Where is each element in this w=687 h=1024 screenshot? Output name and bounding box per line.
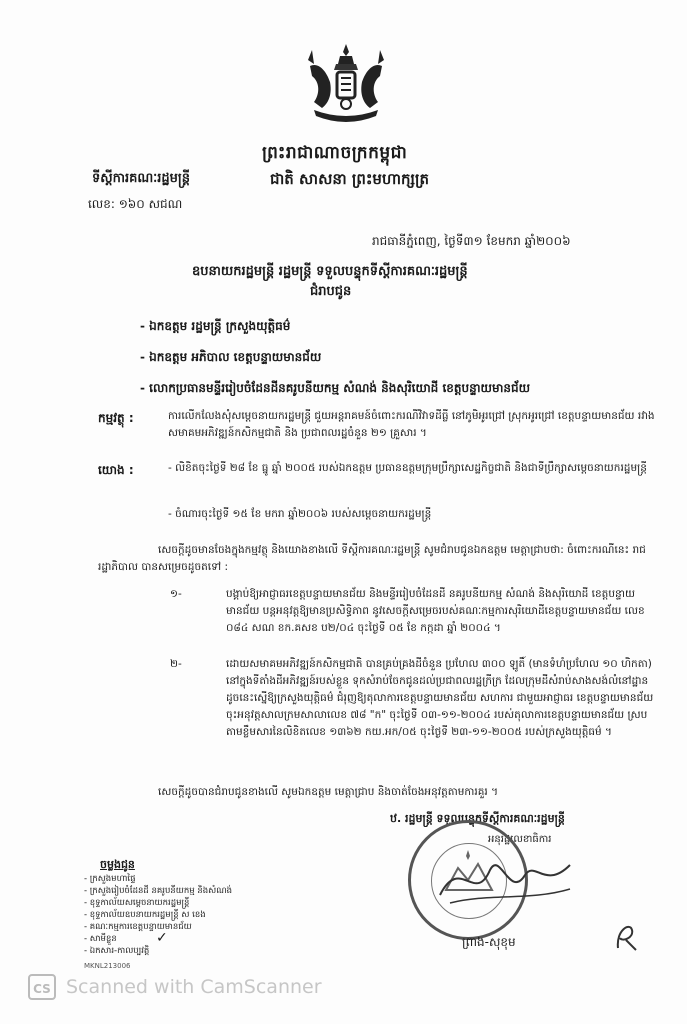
signature-subtitle: អនុរដ្ឋលេខាធិការ (488, 834, 552, 845)
distribution-item: - ឯកសារ-កាលប្បវត្តិ (84, 946, 150, 956)
reference-item: - ចំណារចុះថ្ងៃទី ១៥ ខែ មករា ឆ្នាំ២០០៦ របស់សម្តេចនាយករដ្ឋមន្ត្រី (168, 508, 432, 520)
handwritten-signature-icon (430, 845, 580, 915)
reference-item: - លិខិតចុះថ្ងៃទី ២៨ ខែ ធ្នូ ឆ្នាំ ២០០៥ របស់ឯកឧត្តម ប្រធានឧត្តមក្រុមប្រឹក្សាសេដ្ឋកិច្ចជាតិ និងជាទីប្រឹក្សាសម្តេចនាយករដ្ឋមន្ត្រី (168, 462, 647, 474)
closing-paragraph: សេចក្តីដូចបានជំរាបជូនខាងលើ សូមឯកឧត្តម មេត្តាជ្រាប និងចាត់ចែងអនុវត្តតាមការគួរ ។ (158, 786, 498, 798)
recipient-item: - ឯកឧត្តម រដ្ឋមន្ត្រី ក្រសួងយុត្តិធម៌ (140, 319, 291, 333)
reference-label: យោង : (98, 463, 134, 477)
national-motto: ជាតិ សាសនា ព្រះមហាក្សត្រ (270, 170, 429, 188)
signature-title: ឋ. រដ្ឋមន្ត្រី ទទួលបន្ទុកទីស្តីការគណៈរដ្ឋមន្ត្រី (390, 812, 565, 825)
distribution-item: - ខុទ្ទកាល័យឧបនាយករដ្ឋមន្ត្រី ស ខេង (84, 910, 206, 920)
subject-label: កម្មវត្ថុ : (98, 411, 134, 425)
distribution-item: - ក្រសួងមហាផ្ទៃ (84, 874, 136, 884)
royal-coat-of-arms-emblem (300, 42, 392, 128)
distribution-item: - ខុទ្ទកាល័យសម្តេចនាយករដ្ឋមន្ត្រី (84, 898, 190, 908)
issuing-office: ទីស្តីការគណៈរដ្ឋមន្ត្រី (92, 171, 190, 186)
recipient-item: - លោកប្រធានមន្ទីររៀបចំដែនដីនគរូបនីយកម្ម សំណង់ និងសុរិយោដី ខេត្តបន្ទាយមានជ័យ (140, 381, 531, 395)
decision-number: ១- (170, 588, 182, 600)
distribution-item: - ក្រសួងរៀបចំដែនដី នគរូបនីយកម្ម និងសំណង់ (84, 886, 233, 896)
sender-line: ឧបនាយករដ្ឋមន្ត្រី រដ្ឋមន្ត្រី ទទួលបន្ទុកទីស្តីការគណៈរដ្ឋមន្ត្រី (192, 264, 468, 279)
decision-text: ដោយសមាគមអភិវឌ្ឍន៍កសិកម្មជាតិ បានគ្រប់គ្រងដីចំនួន ប្រហែល ៣០០ ឡូតិ៍ (មានទំហំប្រហែល ១០ ហិកតា) នៅក្នុងទីតាំងដីអភិវឌ្ឍន៍របស់ខ្លួន ទុកសំរាប់ចែកជូនដល់ប្រជាពលរដ្ឋក្រីក្រ ដែលក្រុមដីសំរាប់សាងសង់លំនៅដ្ឋាន ដូចនេះស្នើឱ្យក្រសួងយុត្តិធម៌ ជំរុញឱ្យតុលាការខេត្តបន្ទាយមានជ័យ សហការ ជាមួយអាជ្ញាធរ ខេត្តបន្ទាយមានជ័យ ចុះអនុវត្តសាលក្រមសាលាលេខ ៧៨ "ក" ចុះថ្ងៃទី ០៣-១១-២០០៤ របស់តុលាការខេត្តបន្ទាយមានជ័យ ស្របតាមខ្លឹមសារនៃលិខិតលេខ ១៣៦២ កយ.អក/០៥ ចុះថ្ងៃទី ២៣-១១-២០០៥ របស់ក្រសួងយុត្តិធម៌ ។ (226, 658, 654, 738)
reference-number: លេខ: ១៦០ សជណ (88, 197, 183, 211)
signatory-name: ព្រាង-សុខុម (462, 935, 516, 949)
decision-number: ២- (170, 658, 182, 670)
salutation: ជំរាបជូន (310, 284, 352, 299)
document-code: MKNL213006 (84, 962, 131, 970)
intro-paragraph: សេចក្តីដូចមានចែងក្នុងកម្មវត្ថុ និងយោងខាងលើ ទីស្តីការគណៈរដ្ឋមន្ត្រី សូមជំរាបជូនឯកឧត្តម មេត្តាជ្រាបថា: ចំពោះករណីនេះ រាជរដ្ឋាភិបាល បានសម្រេចដូចតទៅ : (98, 544, 646, 573)
distribution-item: - សាមីខ្លួន (84, 934, 117, 944)
watermark-text: Scanned with CamScanner (66, 976, 322, 998)
decision-text: បង្គាប់ឱ្យអាជ្ញាធរខេត្តបន្ទាយមានជ័យ និងមន្ទីររៀបចំដែនដី នគរូបនីយកម្ម សំណង់ និងសុរិយោដី ខេត្តបន្ទាយមានជ័យ បន្តអនុវត្តឱ្យមានប្រសិទ្ធិភាព នូវសេចក្តីសម្រេចរបស់គណៈកម្មការសុរិយោដីខេត្តបន្ទាយមានជ័យ លេខ ០៨៤ សណ ខក.គសខ ប២/០៤ ចុះថ្ងៃទី ០៥ ខែ កក្កដា ឆ្នាំ ២០០៤ ។ (226, 588, 645, 634)
checkmark-icon: ✓ (156, 930, 168, 946)
distribution-title: ចម្លងជូន (100, 858, 135, 871)
subject-text: ការលើកលែងសុំសម្តេចនាយករដ្ឋមន្ត្រី ជួយអន្តរាគមន៍ចំពោះករណីវិវាទដីធ្លី នៅភូមិអូរជ្រៅ ស្រុកអូរជ្រៅ ខេត្តបន្ទាយមានជ័យ រវាងសមាគមអភិវឌ្ឍន៍កសិកម្មជាតិ និង ប្រជាពលរដ្ឋចំនួន ២១ គ្រួសារ ។ (168, 410, 655, 439)
distribution-item: - គណៈកម្មការខេត្តបន្ទាយមានជ័យ (84, 922, 192, 932)
camscanner-logo-icon: CS (28, 974, 56, 1000)
date-line: រាជធានីភ្នំពេញ, ថ្ងៃទី៣១ ខែមករា ឆ្នាំ២០០៦ (372, 234, 571, 248)
recipient-item: - ឯកឧត្តម អភិបាល ខេត្តបន្ទាយមានជ័យ (140, 350, 322, 364)
initial-scribble-icon (612, 920, 642, 952)
kingdom-title: ព្រះរាជាណាចក្រកម្ពុជា (262, 143, 408, 163)
